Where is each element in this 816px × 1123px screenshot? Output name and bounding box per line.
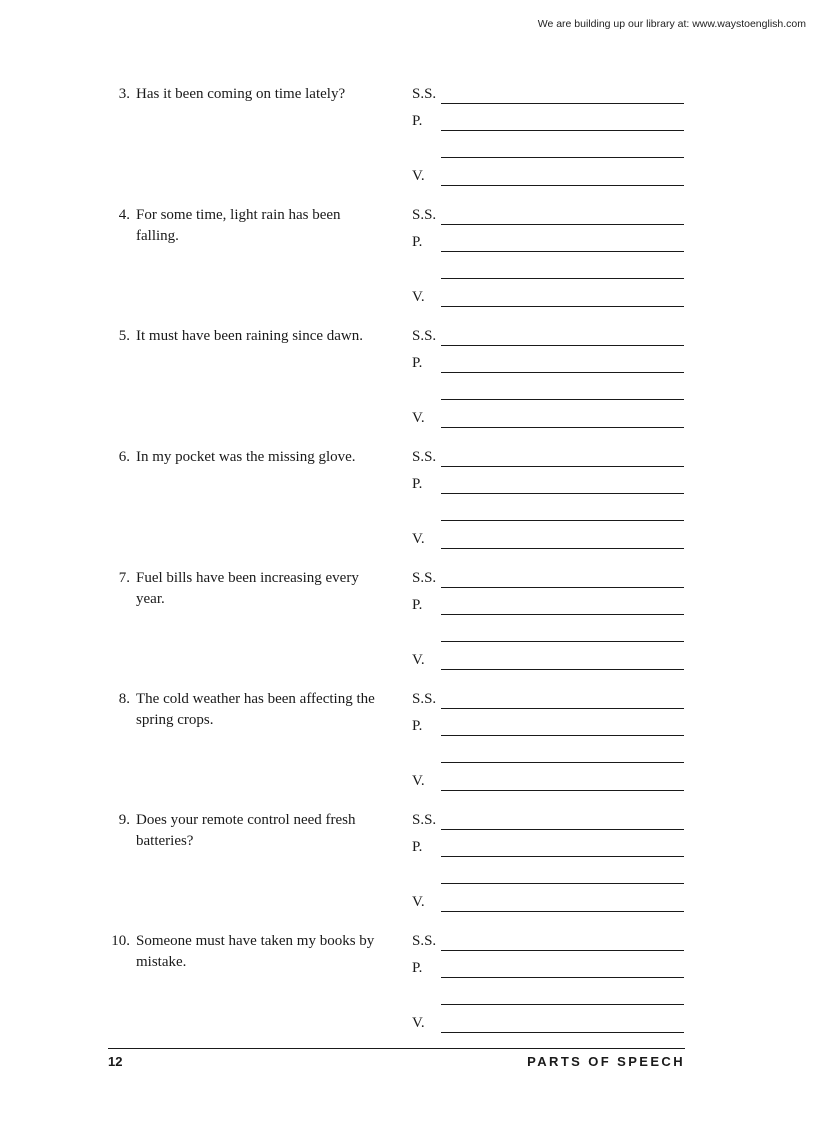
verb-answer-line[interactable] bbox=[441, 306, 684, 307]
exercise-sentence: Someone must have taken my books by mistake. bbox=[136, 933, 375, 970]
simple-subject-label: S.S. bbox=[412, 812, 437, 828]
verb-label: V. bbox=[412, 289, 425, 305]
footer-rule bbox=[108, 1048, 685, 1049]
predicate-label: P. bbox=[412, 355, 423, 371]
simple-subject-label: S.S. bbox=[412, 691, 437, 707]
simple-subject-answer-line[interactable] bbox=[441, 950, 684, 951]
predicate-answer-line-2[interactable] bbox=[441, 399, 684, 400]
simple-subject-answer-line[interactable] bbox=[441, 708, 684, 709]
simple-subject-answer-line[interactable] bbox=[441, 829, 684, 830]
verb-label: V. bbox=[412, 168, 425, 184]
verb-answer-line[interactable] bbox=[441, 669, 684, 670]
exercise-8 bbox=[0, 689, 816, 811]
simple-subject-label: S.S. bbox=[412, 449, 437, 465]
exercise-number: 3. bbox=[118, 86, 130, 102]
predicate-label: P. bbox=[412, 113, 423, 129]
predicate-answer-line-1[interactable] bbox=[441, 614, 684, 615]
exercise-9 bbox=[0, 810, 816, 932]
predicate-answer-line-1[interactable] bbox=[441, 493, 684, 494]
predicate-answer-line-2[interactable] bbox=[441, 641, 684, 642]
exercise-number: 7. bbox=[118, 570, 130, 586]
section-title: PARTS OF SPEECH bbox=[527, 1054, 685, 1069]
predicate-label: P. bbox=[412, 476, 423, 492]
exercise-number: 8. bbox=[118, 691, 130, 707]
predicate-label: P. bbox=[412, 234, 423, 250]
verb-label: V. bbox=[412, 773, 425, 789]
predicate-answer-line-1[interactable] bbox=[441, 251, 684, 252]
exercise-5 bbox=[0, 326, 816, 448]
simple-subject-answer-line[interactable] bbox=[441, 466, 684, 467]
exercise-number: 9. bbox=[118, 812, 130, 828]
predicate-label: P. bbox=[412, 718, 423, 734]
predicate-answer-line-2[interactable] bbox=[441, 520, 684, 521]
exercise-7 bbox=[0, 568, 816, 690]
predicate-answer-line-1[interactable] bbox=[441, 735, 684, 736]
exercise-number: 5. bbox=[118, 328, 130, 344]
exercise-3 bbox=[0, 84, 816, 206]
simple-subject-label: S.S. bbox=[412, 933, 437, 949]
predicate-answer-line-2[interactable] bbox=[441, 157, 684, 158]
exercise-sentence: In my pocket was the missing glove. bbox=[136, 449, 356, 465]
predicate-answer-line-1[interactable] bbox=[441, 977, 684, 978]
predicate-answer-line-2[interactable] bbox=[441, 883, 684, 884]
library-banner: We are building up our library at: www.waystoenglish.com bbox=[537, 18, 806, 30]
exercise-number: 10. bbox=[111, 933, 130, 949]
verb-label: V. bbox=[412, 1015, 425, 1031]
verb-label: V. bbox=[412, 410, 425, 426]
verb-answer-line[interactable] bbox=[441, 911, 684, 912]
exercise-sentence: The cold weather has been affecting the spring crops. bbox=[136, 691, 375, 728]
predicate-label: P. bbox=[412, 597, 423, 613]
simple-subject-answer-line[interactable] bbox=[441, 587, 684, 588]
verb-answer-line[interactable] bbox=[441, 790, 684, 791]
predicate-answer-line-1[interactable] bbox=[441, 372, 684, 373]
verb-answer-line[interactable] bbox=[441, 548, 684, 549]
predicate-answer-line-1[interactable] bbox=[441, 130, 684, 131]
verb-label: V. bbox=[412, 894, 425, 910]
predicate-label: P. bbox=[412, 839, 423, 855]
predicate-answer-line-2[interactable] bbox=[441, 762, 684, 763]
predicate-answer-line-1[interactable] bbox=[441, 856, 684, 857]
exercise-number: 6. bbox=[118, 449, 130, 465]
predicate-answer-line-2[interactable] bbox=[441, 1004, 684, 1005]
exercise-sentence: Has it been coming on time lately? bbox=[136, 86, 346, 102]
verb-answer-line[interactable] bbox=[441, 427, 684, 428]
simple-subject-answer-line[interactable] bbox=[441, 224, 684, 225]
exercise-sentence: Does your remote control need fresh batteries? bbox=[136, 812, 356, 849]
exercise-6 bbox=[0, 447, 816, 569]
exercise-sentence: Fuel bills have been increasing every year. bbox=[136, 570, 359, 607]
predicate-answer-line-2[interactable] bbox=[441, 278, 684, 279]
page-number: 12 bbox=[108, 1054, 123, 1069]
simple-subject-answer-line[interactable] bbox=[441, 103, 684, 104]
verb-label: V. bbox=[412, 531, 425, 547]
simple-subject-label: S.S. bbox=[412, 86, 437, 102]
simple-subject-label: S.S. bbox=[412, 207, 437, 223]
simple-subject-label: S.S. bbox=[412, 570, 437, 586]
verb-answer-line[interactable] bbox=[441, 1032, 684, 1033]
exercise-4 bbox=[0, 205, 816, 327]
exercise-number: 4. bbox=[118, 207, 130, 223]
simple-subject-answer-line[interactable] bbox=[441, 345, 684, 346]
simple-subject-label: S.S. bbox=[412, 328, 437, 344]
verb-label: V. bbox=[412, 652, 425, 668]
predicate-label: P. bbox=[412, 960, 423, 976]
exercise-sentence: It must have been raining since dawn. bbox=[136, 328, 364, 344]
exercise-10 bbox=[0, 931, 816, 1053]
verb-answer-line[interactable] bbox=[441, 185, 684, 186]
exercise-sentence: For some time, light rain has been falling. bbox=[136, 207, 341, 244]
